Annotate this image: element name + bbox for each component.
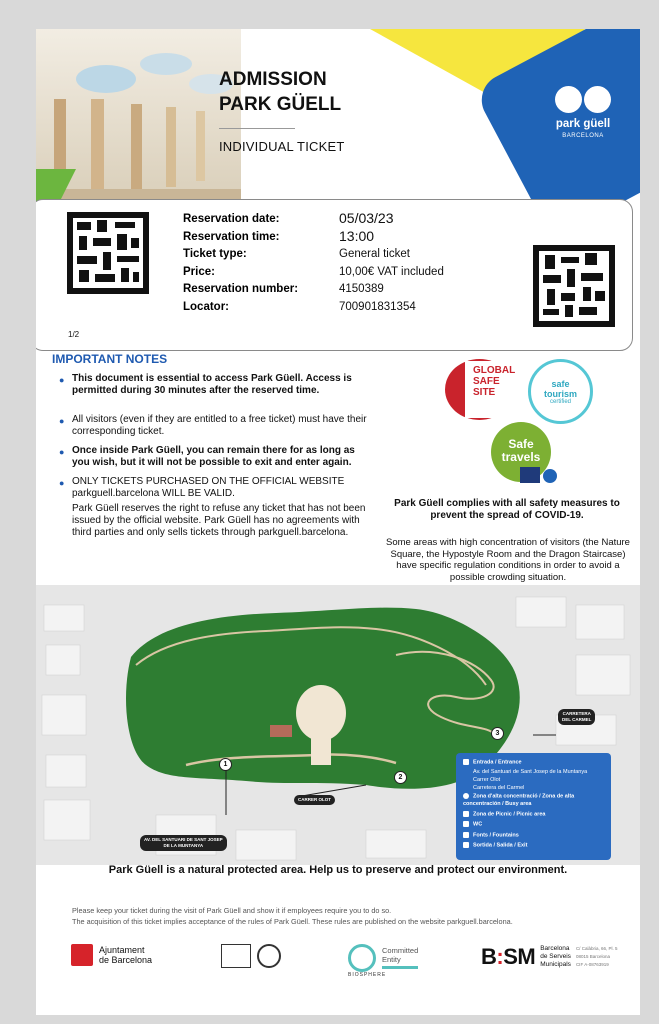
logo-dot-icon xyxy=(555,86,582,113)
badge-text-3: certified xyxy=(549,399,571,405)
label-carretera-carmel: CARRETERA DEL CARMEL xyxy=(558,709,595,725)
ajuntament-text-1: Ajuntament xyxy=(99,945,145,955)
global-safe-site-text xyxy=(473,365,515,398)
qr-code-right xyxy=(533,245,615,327)
legend-busy-area xyxy=(463,793,604,807)
bullet-icon: ● xyxy=(59,416,65,426)
covid-statement: Park Güell complies with all safety measures to prevent the spread of COVID-19. xyxy=(394,498,620,521)
bullet-icon: ● xyxy=(59,375,65,385)
logo-dot-icon xyxy=(584,86,611,113)
label-carrer-olot: CARRER OLOT xyxy=(294,795,335,805)
bsm-mark xyxy=(481,944,535,970)
field-label: Reservation time: xyxy=(183,230,280,243)
entrance-callout-1: 1 xyxy=(219,758,232,771)
field-reservation-time xyxy=(183,227,444,249)
field-price xyxy=(183,266,444,284)
field-value: General ticket xyxy=(339,248,410,260)
badge-text-2: travels xyxy=(501,450,541,464)
bsm-address-2: 08015 Barcelona xyxy=(575,954,610,959)
ajuntament-text-2: de Barcelona xyxy=(99,955,153,965)
field-label: Ticket type: xyxy=(183,248,247,260)
covid-details: Some areas with high concentration of visitors (the Nature Square, the Hypostyle Room and the Dragon Staircase) have specific regulation conditions in order to avoid a possible crowding situation. xyxy=(386,537,630,583)
note-text: ONLY TICKETS PURCHASED ON THE OFFICIAL WEBSITE parkguell.barcelona WILL BE VALID. xyxy=(72,476,345,499)
committed-text-2: Entity xyxy=(382,954,401,964)
busy-area-icon xyxy=(463,793,469,799)
bsm-logo xyxy=(481,944,617,970)
note-item xyxy=(59,414,373,438)
exit-icon xyxy=(463,842,469,848)
map-legend xyxy=(456,753,611,860)
biosphere-ring-icon xyxy=(348,944,376,972)
entrance-callout-3: 3 xyxy=(491,727,504,740)
badge-text: SAFE xyxy=(473,376,500,387)
legend-text: Zona de Picnic / Picnic area xyxy=(473,811,546,818)
reservation-fields xyxy=(183,210,444,318)
page-title xyxy=(219,67,341,117)
protected-area-notice: Park Güell is a natural protected area. Help us to preserve and protect our environment. xyxy=(108,864,568,876)
field-reservation-date xyxy=(183,210,444,231)
legend-fountains xyxy=(463,832,604,839)
park-map xyxy=(36,585,640,865)
badge-text: SITE xyxy=(473,387,496,398)
bsm-name xyxy=(540,945,571,969)
ticket-card xyxy=(36,199,633,351)
biosphere-word: BIOSPHERE xyxy=(348,972,387,978)
legend-entrance-2: Carrer Olot xyxy=(473,777,501,784)
field-label: Reservation number: xyxy=(183,283,299,295)
important-notes xyxy=(59,373,373,546)
legend-wc xyxy=(463,821,604,828)
field-label: Price: xyxy=(183,265,215,278)
bullet-icon: ● xyxy=(59,478,65,488)
bsm-name-3: Municipals xyxy=(540,961,571,968)
ajuntament-logo xyxy=(71,944,152,966)
legend-exit xyxy=(463,842,604,849)
legend-text: Entrada / Entrance xyxy=(473,759,522,766)
barcelona-shield-icon xyxy=(71,944,93,966)
page-subtitle: INDIVIDUAL TICKET xyxy=(219,139,345,154)
note-text: All visitors (even if they are entitled to a free ticket) must have their corresponding ticket. xyxy=(72,414,367,437)
bsm-address xyxy=(576,945,618,969)
bsm-address-1: C/ Calàbria, 66, Pl. 5 xyxy=(575,946,618,951)
bsm-colon: : xyxy=(496,944,504,969)
field-value: 05/03/23 xyxy=(339,210,394,226)
unesco-temple-icon xyxy=(221,944,251,968)
park-mini-logo xyxy=(543,469,557,483)
note-item xyxy=(59,445,373,469)
logo-dots xyxy=(548,86,618,113)
badge-text: GLOBAL xyxy=(473,365,516,376)
entrance-icon xyxy=(463,759,469,765)
legend-picnic xyxy=(463,811,604,818)
field-reservation-number xyxy=(183,283,444,301)
field-value: 10,00€ VAT included xyxy=(339,265,444,278)
label-av-santuari: AV. DEL SANTUARI DE SANT JOSEP DE LA MUNTANYA xyxy=(140,835,227,851)
bullet-icon: ● xyxy=(59,447,65,457)
field-label: Locator: xyxy=(183,300,229,313)
footer-line-2: The acquisition of this ticket implies acceptance of the rules of Park Güell. These rules are published on the website parkguell.barcelona. xyxy=(72,917,513,926)
note-item xyxy=(59,476,373,500)
note-item xyxy=(59,373,373,397)
bsm-b: B xyxy=(481,944,497,969)
title-line-1: ADMISSION xyxy=(219,69,327,90)
safe-tourism-badge xyxy=(528,359,593,424)
field-value: 13:00 xyxy=(339,227,375,244)
unesco-logo xyxy=(221,944,291,980)
logo-city: BARCELONA xyxy=(562,133,604,139)
committed-text-1: Committed xyxy=(382,946,419,955)
legend-entrance-1: Av. del Santuari de Sant Josep de la Muntanya xyxy=(473,769,588,776)
picnic-icon xyxy=(463,811,469,817)
park-guell-logo xyxy=(548,86,618,139)
wc-icon xyxy=(463,821,469,827)
field-value: 4150389 xyxy=(339,283,384,295)
entrance-callout-2: 2 xyxy=(394,771,407,784)
badge-text-2: tourism xyxy=(543,389,577,399)
field-ticket-type xyxy=(183,248,444,266)
field-label: Reservation date: xyxy=(183,213,280,225)
legend-text: Sortida / Salida / Exit xyxy=(473,842,528,849)
legend-text: WC xyxy=(473,821,483,828)
bsm-address-3: CIF A-08763919 xyxy=(575,962,609,967)
field-value: 700901831354 xyxy=(339,300,416,313)
important-notes-title: IMPORTANT NOTES xyxy=(52,352,168,366)
bsm-name-2: de Serveis xyxy=(540,953,571,960)
badge-text-1: safe xyxy=(551,379,570,389)
legend-text: Zona d'alta concentració / Zona de alta concentración / Busy area xyxy=(463,793,575,807)
note-text: Once inside Park Güell, you can remain there for as long as you wish, but it will not be possible to exit and enter again. xyxy=(72,445,355,468)
page-count: 1/2 xyxy=(68,330,80,339)
footer-line-1: Please keep your ticket during the visit of Park Güell and show it if employees require you to do so. xyxy=(72,906,392,915)
title-divider xyxy=(219,128,295,129)
badge-text xyxy=(531,379,590,399)
logo-name: park güell xyxy=(555,118,611,130)
qr-code-left xyxy=(67,212,149,294)
biosphere-logo xyxy=(348,944,419,978)
wttc-mini-logo xyxy=(520,467,540,483)
field-locator xyxy=(183,301,444,319)
badge-text-1: Safe xyxy=(508,437,534,451)
legend-entrance-3: Carretera del Carmel xyxy=(473,785,525,792)
legend-text: Fonts / Fountains xyxy=(473,832,519,839)
legend-entrance xyxy=(463,759,604,766)
ticket-page xyxy=(36,29,640,1015)
footer-notes xyxy=(72,905,513,927)
world-heritage-icon xyxy=(257,944,281,968)
note-text: This document is essential to access Park Güell. Access is permitted during 30 minutes after the reserved time. xyxy=(72,373,352,396)
note-paragraph: Park Güell reserves the right to refuse any ticket that has not been issued by the official website. Park Güell has no agreements with third parties and only sells tickets through parkguell.barcelona. xyxy=(72,503,366,538)
bsm-sm: SM xyxy=(503,944,536,969)
biosphere-bar xyxy=(382,966,418,969)
fountain-icon xyxy=(463,832,469,838)
bsm-name-1: Barcelona xyxy=(540,945,570,952)
title-line-2: PARK GÜELL xyxy=(219,94,342,115)
